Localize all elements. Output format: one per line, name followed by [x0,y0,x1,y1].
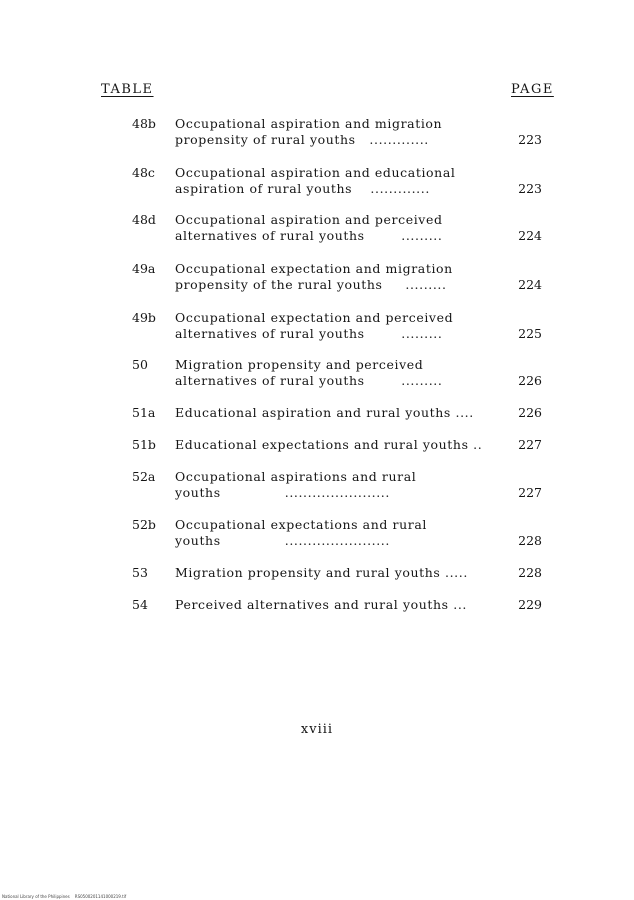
table-title-line: Perceived alternatives and rural youths ... [175,597,467,612]
page-ref: 224 [518,228,542,243]
table-title-line: Occupational expectations and rural [175,517,428,532]
table-title [175,565,490,581]
table-number: 50 [132,357,148,372]
table-title-line: alternatives of rural youths ......... [175,228,443,243]
table-title-line: Occupational aspiration and educational [175,165,456,180]
table-title-line: Migration propensity and perceived [175,357,424,372]
table-title-line: Occupational aspiration and perceived [175,212,443,227]
table-title [175,437,490,453]
table-title [175,597,490,613]
page-ref: 228 [518,533,542,548]
table-number: 48c [132,165,155,180]
table-number: 52b [132,517,156,532]
table-number: 49b [132,310,156,325]
table-column-header: TABLE [101,82,154,97]
page-number: xviii [300,722,334,737]
table-number: 49a [132,261,156,276]
table-title [175,310,490,342]
page-ref: 229 [518,597,542,612]
page-ref: 226 [518,373,542,388]
table-title [175,261,490,293]
table-title-line: Educational expectations and rural youths .. [175,437,483,452]
page-ref: 223 [518,132,542,147]
table-title-line: aspiration of rural youths ............. [175,181,430,196]
table-title-line: youths ....................... [175,485,390,500]
table-title-line: Occupational aspirations and rural [175,469,417,484]
table-title-line: Educational aspiration and rural youths .... [175,405,474,420]
table-title-line: propensity of the rural youths ......... [175,277,447,292]
table-title-line: alternatives of rural youths ......... [175,326,443,341]
page-ref: 223 [518,181,542,196]
scan-imprint: National Library of the Philippines RS0500201141000219.tif [2,894,127,899]
table-number: 52a [132,469,156,484]
table-title-line: alternatives of rural youths ......... [175,373,443,388]
table-number: 51a [132,405,156,420]
page-ref: 226 [518,405,542,420]
table-title [175,165,490,197]
table-number: 53 [132,565,148,580]
page-column-header: PAGE [511,82,554,97]
page-ref: 227 [518,437,542,452]
table-title-line: Occupational aspiration and migration [175,116,443,131]
page-ref: 225 [518,326,542,341]
table-title [175,405,490,421]
table-title-line: propensity of rural youths ............. [175,132,429,147]
table-number: 48b [132,116,156,131]
page-ref: 228 [518,565,542,580]
table-title [175,469,490,501]
table-title-line: Occupational expectation and perceived [175,310,454,325]
table-title-line: Migration propensity and rural youths ..... [175,565,468,580]
table-number: 48d [132,212,156,227]
page-ref: 227 [518,485,542,500]
table-title-line: youths ....................... [175,533,390,548]
table-title [175,357,490,389]
page-ref: 224 [518,277,542,292]
table-title [175,517,490,549]
table-title [175,212,490,244]
table-title-line: Occupational expectation and migration [175,261,453,276]
table-title [175,116,490,148]
table-number: 51b [132,437,156,452]
table-number: 54 [132,597,148,612]
